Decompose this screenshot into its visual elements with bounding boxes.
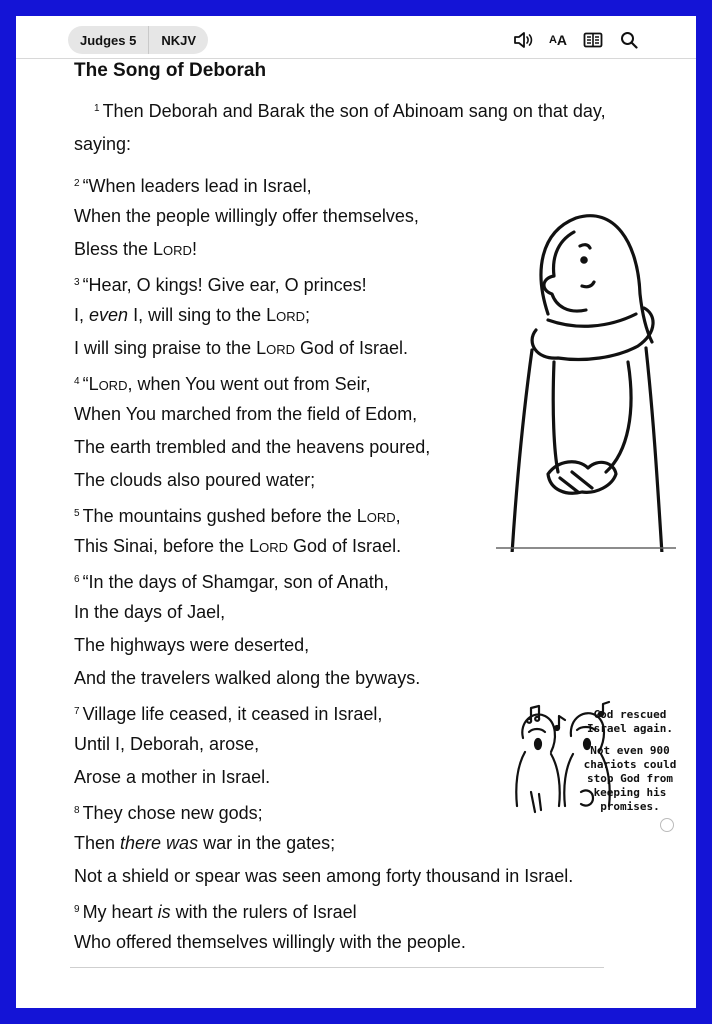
- verse-text: “When leaders lead in Israel,: [82, 176, 312, 196]
- verse-text: Lord: [356, 506, 396, 526]
- verse-number: 3: [74, 277, 80, 288]
- verse-text: I,: [74, 305, 90, 325]
- book-icon[interactable]: [582, 29, 604, 51]
- illustration-caption: [582, 708, 678, 822]
- verse-line: [74, 563, 634, 596]
- search-icon[interactable]: [618, 29, 640, 51]
- verse-text: When You marched from the field of Edom,: [74, 404, 418, 424]
- verse-text: “In the days of Shamgar, son of Anath,: [82, 572, 389, 592]
- verse-text: Who offered themselves willingly with the people.: [74, 932, 466, 952]
- book-chapter-button[interactable]: Judges 5: [80, 32, 137, 48]
- verse-text: The highways were deserted,: [74, 635, 310, 655]
- verse-text: I will sing praise to the: [74, 338, 257, 358]
- verse-line: [74, 662, 634, 695]
- verse-text: “: [82, 374, 89, 394]
- verse-1: [74, 92, 634, 161]
- verse-line: [74, 629, 634, 662]
- verse-number: 7: [74, 706, 80, 717]
- verse-line: [74, 893, 634, 926]
- verse-text: Not a shield or spear was seen among forty thousand in Israel.: [74, 866, 574, 886]
- verse-text: God of Israel.: [288, 536, 402, 556]
- version-button[interactable]: NKJV: [161, 32, 197, 48]
- verse-text: The clouds also poured water;: [74, 470, 316, 490]
- verse-number: 8: [74, 805, 80, 816]
- verse-number: 6: [74, 574, 80, 585]
- verse-line: [74, 596, 634, 629]
- speaker-icon[interactable]: [512, 29, 534, 51]
- page-turn-dot[interactable]: [660, 818, 674, 832]
- font-size-button[interactable]: [548, 29, 568, 51]
- caption-line-1: God rescued Israel again.: [586, 708, 674, 735]
- verse-text: ;: [305, 305, 311, 325]
- verse-text: This Sinai, before the: [74, 536, 250, 556]
- verse-text: Bless the: [74, 239, 154, 259]
- verse-number: 9: [74, 904, 80, 915]
- verse-text: Then: [74, 833, 121, 853]
- toolbar-actions: [512, 28, 640, 52]
- verse-text: The mountains gushed before the: [82, 506, 357, 526]
- passage-selector[interactable]: [68, 26, 208, 54]
- verse-text: Lord: [153, 239, 192, 259]
- verse-text: I, will sing to the: [128, 305, 267, 325]
- verse-text: even: [89, 305, 129, 325]
- verse-text: Then Deborah and Barak the son of Abinoam sang on that day, saying:: [74, 101, 606, 154]
- verse-text: Lord: [88, 374, 128, 394]
- verse-text: , when You went out from Seir,: [127, 374, 371, 394]
- verse-text: In the days of Jael,: [74, 602, 226, 622]
- verse-text: God of Israel.: [295, 338, 409, 358]
- verse-text: Lord: [249, 536, 289, 556]
- verse-text: And the travelers walked along the byways.: [74, 668, 421, 688]
- bottom-divider: [70, 967, 604, 968]
- caption-line-2: Not even 900 chariots could stop God from keeping his promises.: [583, 744, 677, 813]
- verse-number: 2: [74, 178, 80, 189]
- verse-text: Village life ceased, it ceased in Israel,: [82, 704, 383, 724]
- verse-number: 1: [94, 103, 100, 114]
- section-heading: The Song of Deborah: [74, 60, 267, 81]
- verse-text: Lord: [266, 305, 306, 325]
- deborah-illustration: [496, 202, 676, 552]
- font-size-big-a: A: [556, 32, 568, 48]
- verse-number: 5: [74, 508, 80, 519]
- font-size-small-a: A: [548, 34, 557, 46]
- verse-text: war in the gates;: [198, 833, 336, 853]
- verse-text: ,: [395, 506, 401, 526]
- verse-text: The earth trembled and the heavens poured,: [74, 437, 431, 457]
- verse-line: [74, 860, 634, 893]
- verse-text: Until I, Deborah, arose,: [74, 734, 260, 754]
- verse-text: When the people willingly offer themselves,: [74, 206, 419, 226]
- verse-line: [74, 926, 634, 959]
- verse-text: !: [191, 239, 197, 259]
- verse-text: Lord: [256, 338, 295, 358]
- verse-text: “Hear, O kings! Give ear, O princes!: [82, 275, 367, 295]
- verse-text: My heart: [82, 902, 158, 922]
- verse-text: with the rulers of Israel: [170, 902, 357, 922]
- verse-text: They chose new gods;: [82, 803, 263, 823]
- verse-text: Arose a mother in Israel.: [74, 767, 271, 787]
- verse-line: [74, 167, 634, 200]
- verse-text: is: [157, 902, 171, 922]
- verse-number: 4: [74, 376, 80, 387]
- reader-page: [16, 16, 696, 1008]
- top-toolbar: [16, 16, 696, 59]
- verse-text: there was: [120, 833, 199, 853]
